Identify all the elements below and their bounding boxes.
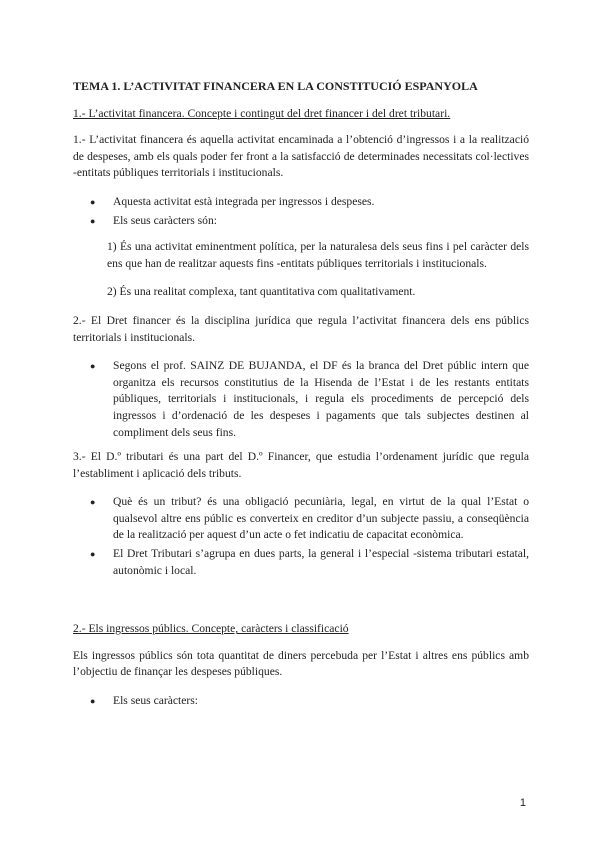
- bullet-list-4: [73, 693, 529, 710]
- document-page: [73, 78, 529, 718]
- bullet-icon: ●: [90, 549, 96, 560]
- sub-paragraph-2: 2) És una realitat complexa, tant quantitativa com qualitativament.: [107, 285, 416, 299]
- paragraph-3: 3.- El D.º tributari és una part del D.º Financer, que estudia l’ordenament jurídic que regula l’establiment i aplicació dels tributs.: [73, 450, 529, 480]
- bullet-list-2: [73, 358, 529, 441]
- bullet-icon: ●: [90, 361, 96, 372]
- paragraph-1: 1.- L’activitat financera és aquella activitat encaminada a l’obtenció d’ingressos i a la realització de despeses, amb els quals poder fer front a la satisfacció de determinades necessitats col·lectives -entitats públiques territorials i institucionals.: [73, 133, 529, 180]
- list-item: ● Aquesta activitat està integrada per ingressos i despeses.: [113, 194, 529, 211]
- list-item: ● Què és un tribut? és una obligació pecuniària, legal, en virtut de la qual l’Estat o qualsevol altre ens públic es converteix en creditor d’un subjecte passiu, a conseqüència de la realització per aquest d’un acte o fet indicatiu de capacitat econòmica.: [90, 495, 529, 542]
- paragraph-2: 2.- El Dret financer és la disciplina jurídica que regula l’activitat financera dels ens públics territorials i institucionals.: [73, 313, 529, 344]
- bullet-list-3: [73, 494, 529, 579]
- paragraph-4: Els ingressos públics són tota quantitat de diners percebuda per l’Estat i altres ens públics amb l’objectiu de finançar les despeses públiques.: [73, 648, 529, 679]
- list-item: ● El Dret Tributari s’agrupa en dues parts, la general i l’especial -sistema tributari estatal, autonòmic i local.: [90, 547, 529, 577]
- document-title: TEMA 1. L’ACTIVITAT FINANCERA EN LA CONSTITUCIÓ ESPANYOLA: [73, 79, 478, 93]
- bullet-list-1: [73, 194, 529, 229]
- list-item: ● Segons el prof. SAINZ DE BUJANDA, el DF és la branca del Dret públic intern que organitza els recursos constitutius de la Hisenda de l’Estat i de les restants entitats públiques, territorials i institucionals, i regula els procediments de percepció dels ingressos i d’ordenació de les despeses i pagaments que tals subjectes destinen al compliment dels seus fins.: [90, 359, 529, 439]
- list-item: ● Els seus caràcters són:: [113, 213, 529, 230]
- list-item: ● Els seus caràcters:: [113, 693, 529, 710]
- sub-paragraph-1: 1) És una activitat eminentment política, per la naturalesa dels seus fins i pel caràcter dels ens que han de realitzar aquests fins -entitats públiques territorials i institucionals.: [107, 240, 529, 270]
- bullet-icon: ●: [90, 497, 96, 508]
- spacer: [73, 587, 529, 621]
- section-heading-2: 2.- Els ingressos públics. Concepte, caràcters i classificació: [73, 622, 349, 636]
- bullet-icon: ●: [90, 215, 96, 226]
- section-heading-1: 1.- L’activitat financera. Concepte i contingut del dret financer i del dret tributari.: [73, 106, 451, 120]
- bullet-icon: ●: [90, 696, 96, 707]
- bullet-icon: ●: [90, 196, 96, 207]
- page-number: 1: [519, 797, 526, 809]
